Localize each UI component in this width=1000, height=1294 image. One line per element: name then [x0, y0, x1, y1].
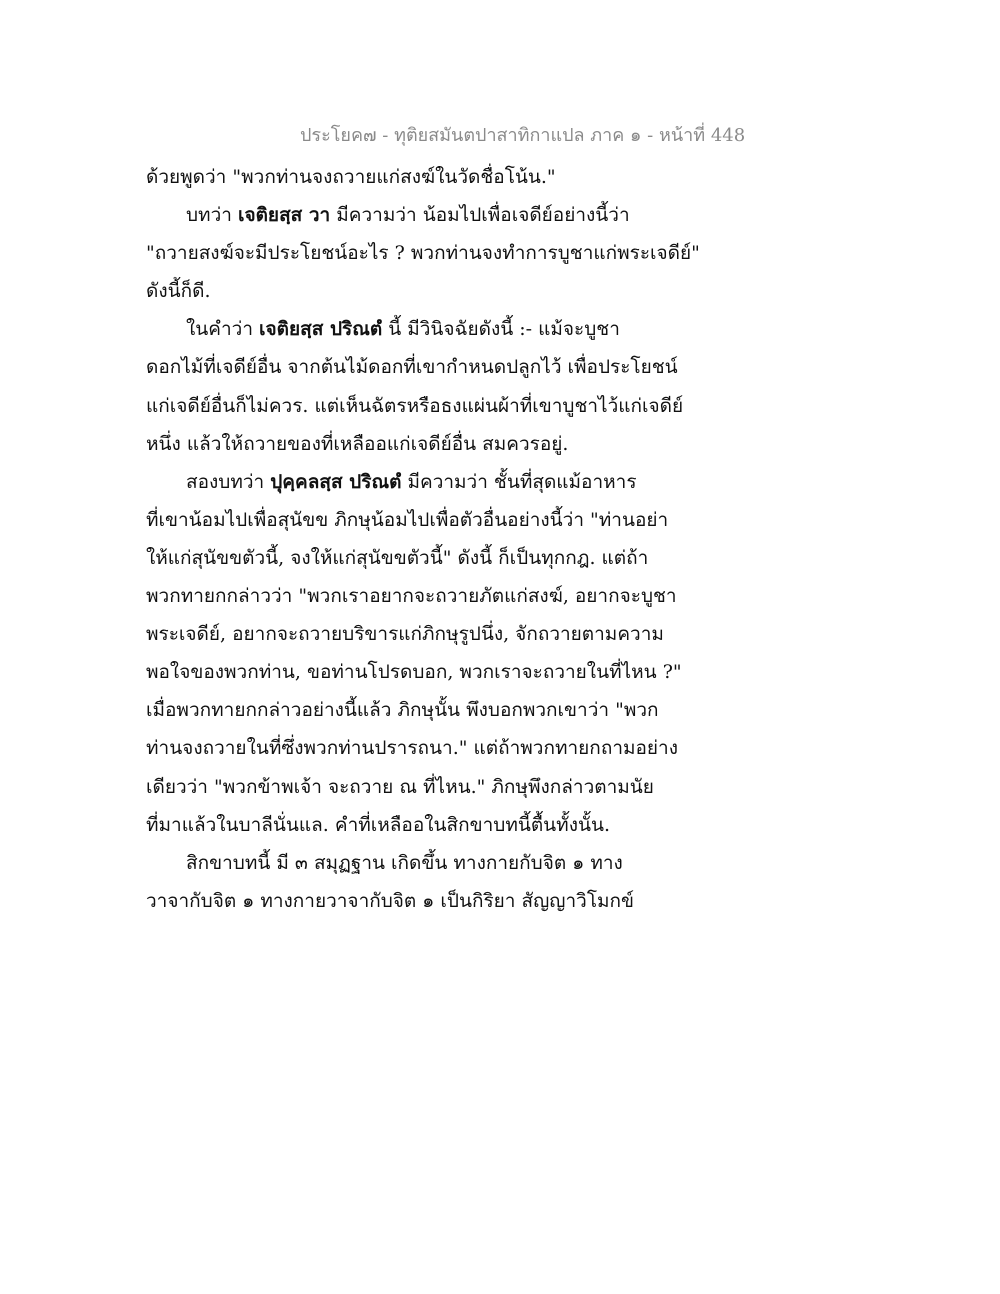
- body-text: [146, 158, 706, 920]
- paragraph-first-line: [146, 310, 706, 348]
- text-line: เมื่อพวกทายกกล่าวอย่างนี้แล้ว ภิกษุนั้น พึงบอกพวกเขาว่า "พวก: [146, 699, 659, 722]
- text-line: พระเจดีย์, อยากจะถวายบริขารแก่ภิกษุรูปนึ่ง, จักถวายตามความ: [146, 623, 664, 646]
- text-line: ที่เขาน้อมไปเพื่อสุนัขข ภิกษุน้อมไปเพื่อตัวอื่นอย่างนี้ว่า "ท่านอย่า: [146, 508, 669, 531]
- text-line: แก่เจดีย์อื่นก็ไม่ควร. แต่เห็นฉัตรหรือธงแผ่นผ้าที่เขาบูชาไว้แก่เจดีย์: [146, 394, 684, 417]
- text-run: ในคำว่า: [186, 318, 260, 341]
- text-line: เดียวว่า "พวกข้าพเจ้า จะถวาย ณ ที่ไหน." ภิกษุพึงกล่าวตามนัย: [146, 775, 654, 798]
- paragraph-first-line: [146, 196, 706, 234]
- text-line: พอใจของพวกท่าน, ขอท่านโปรดบอก, พวกเราจะถวายในที่ไหน ?": [146, 661, 682, 684]
- text-line: พวกทายกกล่าวว่า "พวกเราอยากจะถวายภัตแก่สงฆ์, อยากจะบูชา: [146, 585, 677, 608]
- paragraph-first-line: [146, 463, 706, 501]
- text-line: ดอกไม้ที่เจดีย์อื่น จากต้นไม้ดอกที่เขากำหนดปลูกไว้ เพื่อประโยชน์: [146, 356, 678, 379]
- text-run: บทว่า: [186, 204, 238, 227]
- text-line: ท่านจงถวายในที่ซึ่งพวกท่านปรารถนา." แต่ถ้าพวกทายกถามอย่าง: [146, 737, 678, 760]
- pali-term: เจติยสฺส วา: [237, 204, 331, 227]
- pali-term: เจติยสฺส ปริณตํ: [259, 318, 383, 341]
- text-run: มีความว่า น้อมไปเพื่อเจดีย์อย่างนี้ว่า: [330, 204, 630, 227]
- text-run: มีความว่า ชั้นที่สุดแม้อาหาร: [401, 470, 637, 493]
- text-line: ที่มาแล้วในบาลีนั่นแล. คำที่เหลืออในสิกขาบทนี้ตื้นทั้งนั้น.: [146, 813, 610, 836]
- text-run: นี้ มีวินิจฉัยดังนี้ :- แม้จะบูชา: [382, 318, 620, 341]
- running-header: ประโยค๗ - ทุติยสมันตปาสาทิกาแปล ภาค ๑ - หน้าที่ 448: [300, 125, 746, 146]
- text-line: ด้วยพูดว่า "พวกท่านจงถวายแก่สงฆ์ในวัดชื่อโน้น.": [146, 166, 556, 188]
- text-line: "ถวายสงฆ์จะมีประโยชน์อะไร ? พวกท่านจงทำการบูชาแก่พระเจดีย์": [146, 242, 700, 265]
- pali-term: ปุคฺคลสฺส ปริณตํ: [270, 470, 402, 493]
- text-line: วาจากับจิต ๑ ทางกายวาจากับจิต ๑ เป็นกิริยา สัญญาวิโมกข์: [146, 889, 635, 912]
- text-line: ให้แก่สุนัขขตัวนี้, จงให้แก่สุนัขขตัวนี้" ดังนี้ ก็เป็นทุกกฎ. แต่ถ้า: [146, 546, 649, 569]
- text-line: หนึ่ง แล้วให้ถวายของที่เหลืออแก่เจดีย์อื่น สมควรอยู่.: [146, 432, 569, 455]
- text-line: ดังนี้ก็ดี.: [146, 280, 211, 303]
- paragraph-first-line: สิกขาบทนี้ มี ๓ สมุฏฐาน เกิดขึ้น ทางกายกับจิต ๑ ทาง: [186, 851, 623, 874]
- text-run: สองบทว่า: [186, 470, 271, 493]
